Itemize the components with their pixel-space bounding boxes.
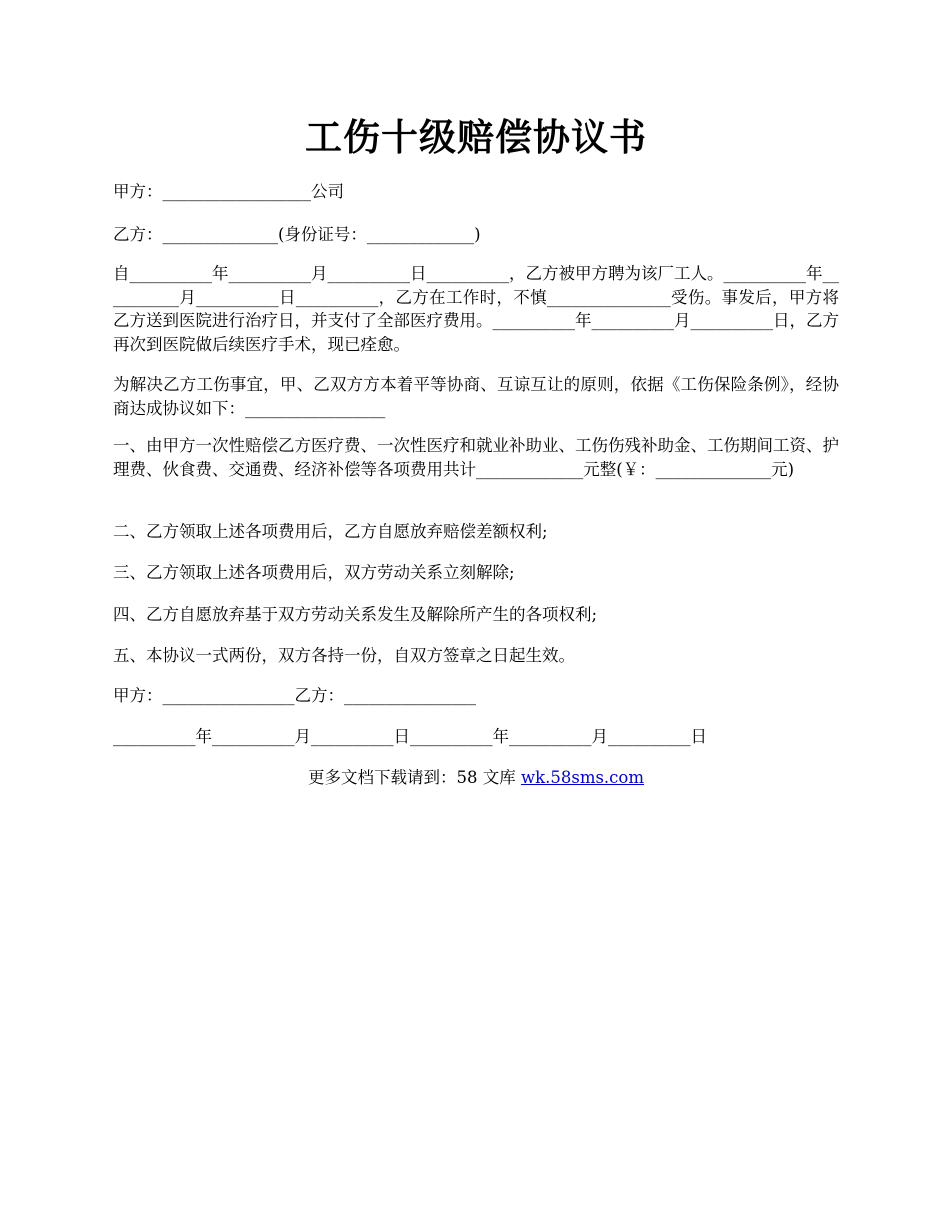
- party-b-line: 乙方：______________(身份证号：_____________): [113, 225, 481, 244]
- footer-link[interactable]: wk.58sms.com: [520, 768, 644, 787]
- purpose-paragraph: 为解决乙方工伤事宜，甲、乙双方方本着平等协商、互谅互让的原则，依据《工伤保险条例》，经协商达成协议如下：_________________: [113, 375, 839, 418]
- signature-line: 甲方：________________乙方：________________: [113, 686, 476, 705]
- clause-1: 一、由甲方一次性赔偿乙方医疗费、一次性医疗和就业补助业、工伤伤残补助金、工伤期间工资、护理费、伙食费、交通费、经济补偿等各项费用共计_____________元整(￥：______________元): [113, 436, 839, 479]
- clause-2: 二、乙方领取上述各项费用后，乙方自愿放弃赔偿差额权利;: [113, 522, 548, 541]
- document-title: 工伤十级赔偿协议书: [305, 115, 647, 159]
- date-line: __________年__________月__________日__________年__________月__________日: [113, 727, 707, 746]
- clause-3: 三、乙方领取上述各项费用后，双方劳动关系立刻解除;: [113, 563, 515, 582]
- clause-4: 四、乙方自愿放弃基于双方劳动关系发生及解除所产生的各项权利;: [113, 605, 598, 624]
- clause-5: 五、本协议一式两份，双方各持一份，自双方签章之日起生效。: [113, 646, 575, 665]
- footer: [113, 766, 839, 790]
- incident-paragraph: 自__________年__________月__________日__________，乙方被甲方聘为该厂工人。__________年__________月__________日__________，乙方在工作时，不慎_______________受伤。事发后，甲方将乙方送到医院进行治疗日，并支付了全部医疗费用。__________年__________月__________日，乙方再次到医院做后续医疗手术，现已痊愈。: [113, 264, 839, 354]
- party-a-line: 甲方：__________________公司: [113, 182, 344, 201]
- footer-text: 更多文档下载请到：58 文库: [307, 768, 521, 787]
